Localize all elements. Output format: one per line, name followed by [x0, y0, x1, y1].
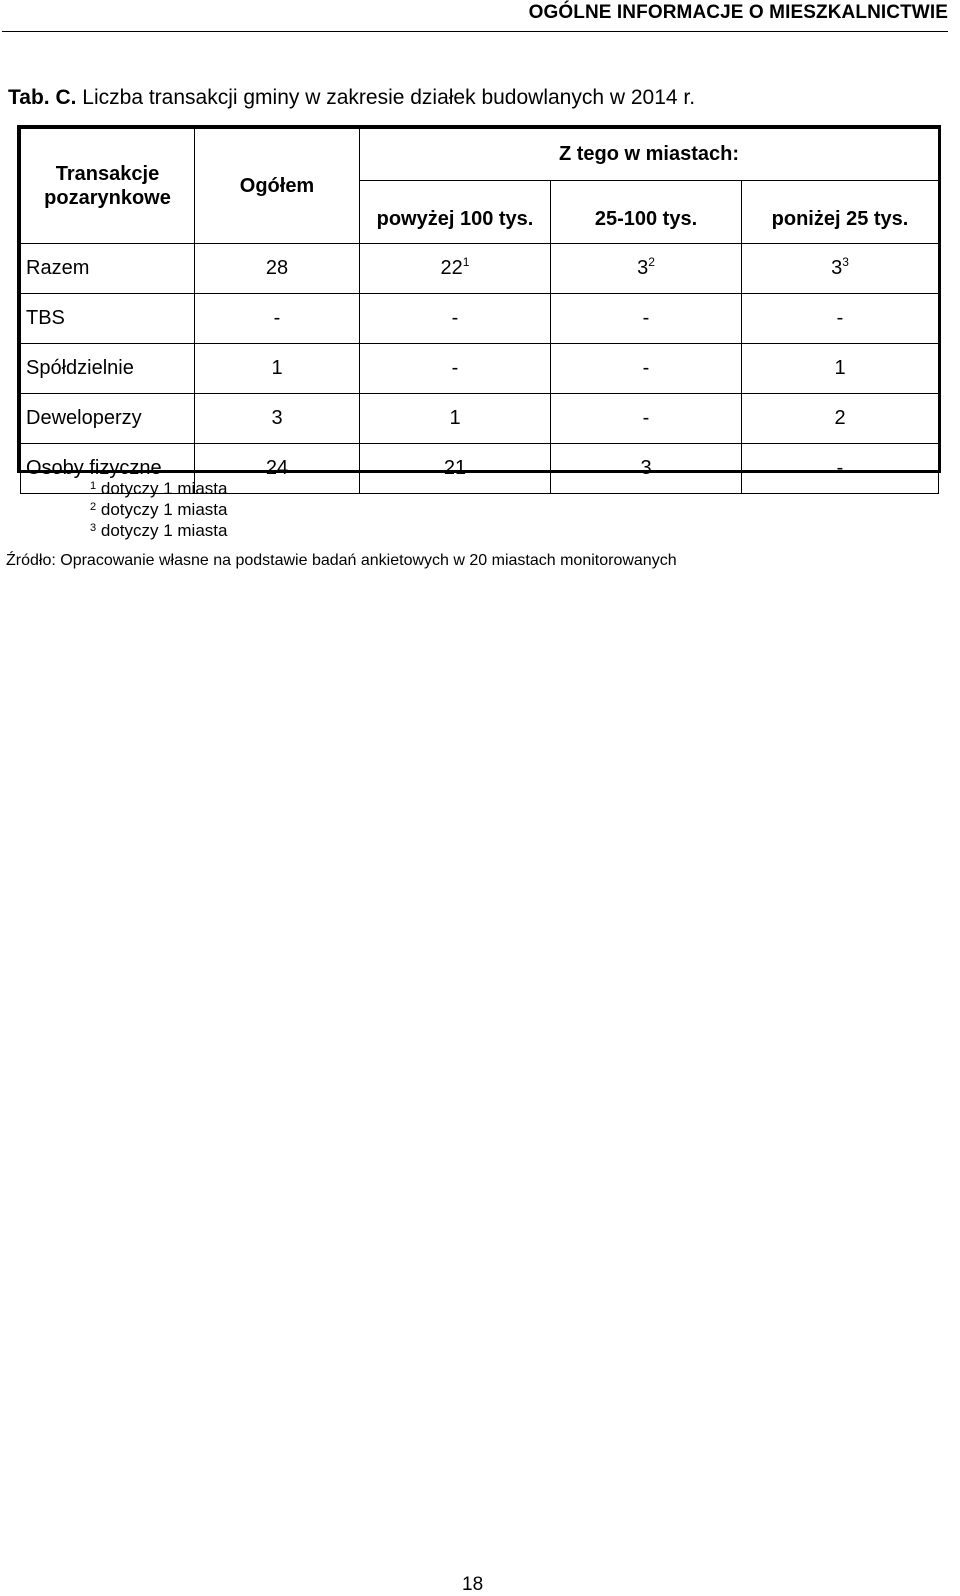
footnote-item: [90, 499, 227, 520]
table-row: [21, 244, 939, 294]
page-number: 18: [462, 1574, 484, 1595]
header-cities-group: Z tego w miastach:: [360, 129, 939, 181]
cell-value: 3: [637, 257, 649, 279]
table-row: [21, 294, 939, 344]
footnotes: [90, 478, 227, 541]
header-25-100k: 25-100 tys.: [551, 181, 742, 244]
row-label: Deweloperzy: [21, 394, 195, 444]
cell-value: -: [273, 307, 281, 329]
cell-value: -: [642, 407, 650, 429]
table-title: [8, 86, 695, 110]
cell-value: 1: [834, 357, 846, 379]
cell-value: 3: [831, 257, 843, 279]
table-cell: [195, 344, 360, 394]
cell-value: -: [836, 307, 844, 329]
table-cell: [551, 244, 742, 294]
row-label: Spółdzielnie: [21, 344, 195, 394]
table-cell: [742, 244, 939, 294]
cell-value: -: [836, 457, 844, 479]
table-body: [21, 244, 939, 494]
table-cell: [360, 294, 551, 344]
cell-value: -: [642, 307, 650, 329]
running-header: OGÓLNE INFORMACJE O MIESZKALNICTWIE: [528, 2, 948, 23]
cell-value: -: [451, 307, 459, 329]
table-number: Tab. C.: [8, 86, 77, 109]
cell-value: 3: [640, 457, 652, 479]
table-cell: [551, 444, 742, 494]
cell-value: 28: [265, 257, 289, 279]
source-note: Źródło: Opracowanie własne na podstawie badań ankietowych w 20 miastach monitorowanych: [6, 552, 677, 569]
cell-value: -: [642, 357, 650, 379]
table-cell: [360, 244, 551, 294]
header-rule: [2, 31, 948, 32]
footnote-mark: 3: [90, 522, 97, 534]
table-cell: [742, 394, 939, 444]
footnote-marker: 2: [648, 255, 655, 269]
table-cell: [551, 294, 742, 344]
data-table-frame: [17, 125, 941, 479]
cell-value: 24: [265, 457, 289, 479]
table-cell: [195, 244, 360, 294]
table-cell: [742, 344, 939, 394]
table-cell: [195, 294, 360, 344]
table-cell: [742, 294, 939, 344]
data-table: [20, 128, 939, 494]
table-cell: [551, 344, 742, 394]
cell-value: 22: [440, 257, 463, 279]
table-row: [21, 344, 939, 394]
row-label: Osoby fizyczne: [21, 444, 195, 494]
footnote-marker: 1: [462, 255, 470, 269]
row-label: Razem: [21, 244, 195, 294]
row-label: TBS: [21, 294, 195, 344]
cell-value: 21: [443, 457, 467, 479]
header-above-100k: powyżej 100 tys.: [360, 181, 551, 244]
cell-value: 1: [449, 407, 461, 429]
cell-value: -: [451, 357, 459, 379]
footnote-text: dotyczy 1 miasta: [100, 479, 228, 498]
footnote-text: dotyczy 1 miasta: [100, 500, 228, 519]
table-cell: [360, 344, 551, 394]
footnote-text: dotyczy 1 miasta: [100, 521, 228, 540]
table-caption: Liczba transakcji gminy w zakresie działek budowlanych w 2014 r.: [82, 86, 696, 109]
header-transactions: Transakcje pozarynkowe: [21, 129, 195, 244]
table-cell: [360, 394, 551, 444]
footnote-item: [90, 520, 227, 541]
table-cell: [195, 394, 360, 444]
cell-value: 3: [271, 407, 283, 429]
table-cell: [360, 444, 551, 494]
header-total: Ogółem: [195, 129, 360, 244]
header-below-25k: poniżej 25 tys.: [742, 181, 939, 244]
table-cell: [742, 444, 939, 494]
cell-value: 2: [834, 407, 846, 429]
footnote-item: [90, 478, 227, 499]
cell-value: 1: [271, 357, 283, 379]
footnote-marker: 3: [842, 255, 849, 269]
table-row: [21, 394, 939, 444]
footnote-mark: 2: [90, 501, 97, 513]
table-cell: [551, 394, 742, 444]
footnote-mark: 1: [90, 480, 97, 492]
